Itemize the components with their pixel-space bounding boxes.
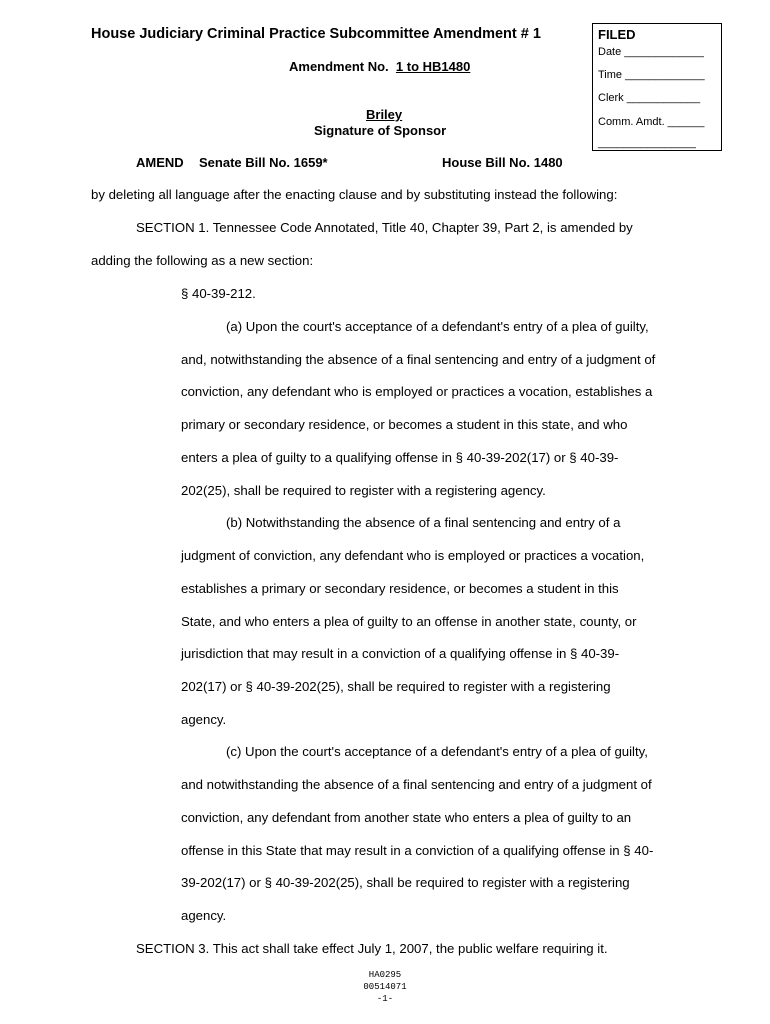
subsection-c-line: agency. xyxy=(181,908,227,923)
amendment-number-value: 1 to HB1480 xyxy=(395,59,471,74)
subsection-b-line: establishes a primary or secondary residence, or becomes a student in this xyxy=(181,581,619,596)
subsection-b-line: agency. xyxy=(181,712,227,727)
section-1-line-1: SECTION 1. Tennessee Code Annotated, Title 40, Chapter 39, Part 2, is amended by xyxy=(136,220,633,235)
section-number: § 40-39-212. xyxy=(181,286,256,301)
section-1-line-2: adding the following as a new section: xyxy=(91,253,314,268)
subsection-b-line: State, and who enters a plea of guilty to an offense in another state, county, or xyxy=(181,614,637,629)
amendment-title: House Judiciary Criminal Practice Subcommittee Amendment # 1 xyxy=(91,26,541,42)
amendment-number-label: Amendment No. xyxy=(289,59,389,74)
intro-paragraph: by deleting all language after the enacting clause and by substituting instead the following: xyxy=(91,187,618,202)
subsection-a-line: and, notwithstanding the absence of a final sentencing and entry of a judgment of xyxy=(181,352,656,367)
subsection-b-line: jurisdiction that may result in a conviction of a qualifying offense in § 40-39- xyxy=(181,646,620,661)
filed-stamp-box xyxy=(592,23,722,151)
filed-comm-amdt-field: Comm. Amdt. ______ xyxy=(598,116,705,128)
subsection-c-line: 39-202(17) or § 40-39-202(25), shall be required to register with a registering xyxy=(181,875,630,890)
subsection-c-line: (c) Upon the court's acceptance of a defendant's entry of a plea of guilty, xyxy=(226,744,648,759)
house-bill-number: House Bill No. 1480 xyxy=(442,155,563,170)
subsection-c-line: and notwithstanding the absence of a final sentencing and entry of a judgment of xyxy=(181,777,652,792)
senate-bill-number: Senate Bill No. 1659* xyxy=(199,155,328,170)
filed-title: FILED xyxy=(598,27,636,42)
subsection-a-line: primary or secondary residence, or becomes a student in this state, and who xyxy=(181,417,628,432)
subsection-a-line: (a) Upon the court's acceptance of a defendant's entry of a plea of guilty, xyxy=(226,319,649,334)
section-3: SECTION 3. This act shall take effect July 1, 2007, the public welfare requiring it. xyxy=(136,941,608,956)
sponsor-signature-label: Signature of Sponsor xyxy=(314,123,447,138)
subsection-b-line: judgment of conviction, any defendant who is employed or practices a vocation, xyxy=(181,548,645,563)
subsection-b-line: (b) Notwithstanding the absence of a final sentencing and entry of a xyxy=(226,515,621,530)
footer-code-1: HA0295 xyxy=(368,970,402,980)
filed-clerk-field: Clerk ____________ xyxy=(598,92,701,104)
filed-time-field: Time _____________ xyxy=(598,69,705,81)
subsection-c-line: offense in this State that may result in a conviction of a qualifying offense in § 40- xyxy=(181,843,654,858)
footer-code-2: 00514071 xyxy=(363,982,407,992)
amend-label: AMEND xyxy=(136,155,184,170)
sponsor-name: Briley xyxy=(366,107,403,122)
subsection-b-line: 202(17) or § 40-39-202(25), shall be required to register with a registering xyxy=(181,679,611,694)
subsection-a-line: conviction, any defendant who is employed or practices a vocation, establishes a xyxy=(181,384,653,399)
subsection-a-line: 202(25), shall be required to register with a registering agency. xyxy=(181,483,546,498)
subsection-c-line: conviction, any defendant from another state who enters a plea of guilty to an xyxy=(181,810,632,825)
filed-date-field: Date _____________ xyxy=(598,46,704,58)
subsection-a-line: enters a plea of guilty to a qualifying offense in § 40-39-202(17) or § 40-39- xyxy=(181,450,619,465)
filed-blank-line: ________________ xyxy=(598,137,696,149)
page-number: -1- xyxy=(376,994,394,1004)
amendment-number xyxy=(289,59,470,74)
